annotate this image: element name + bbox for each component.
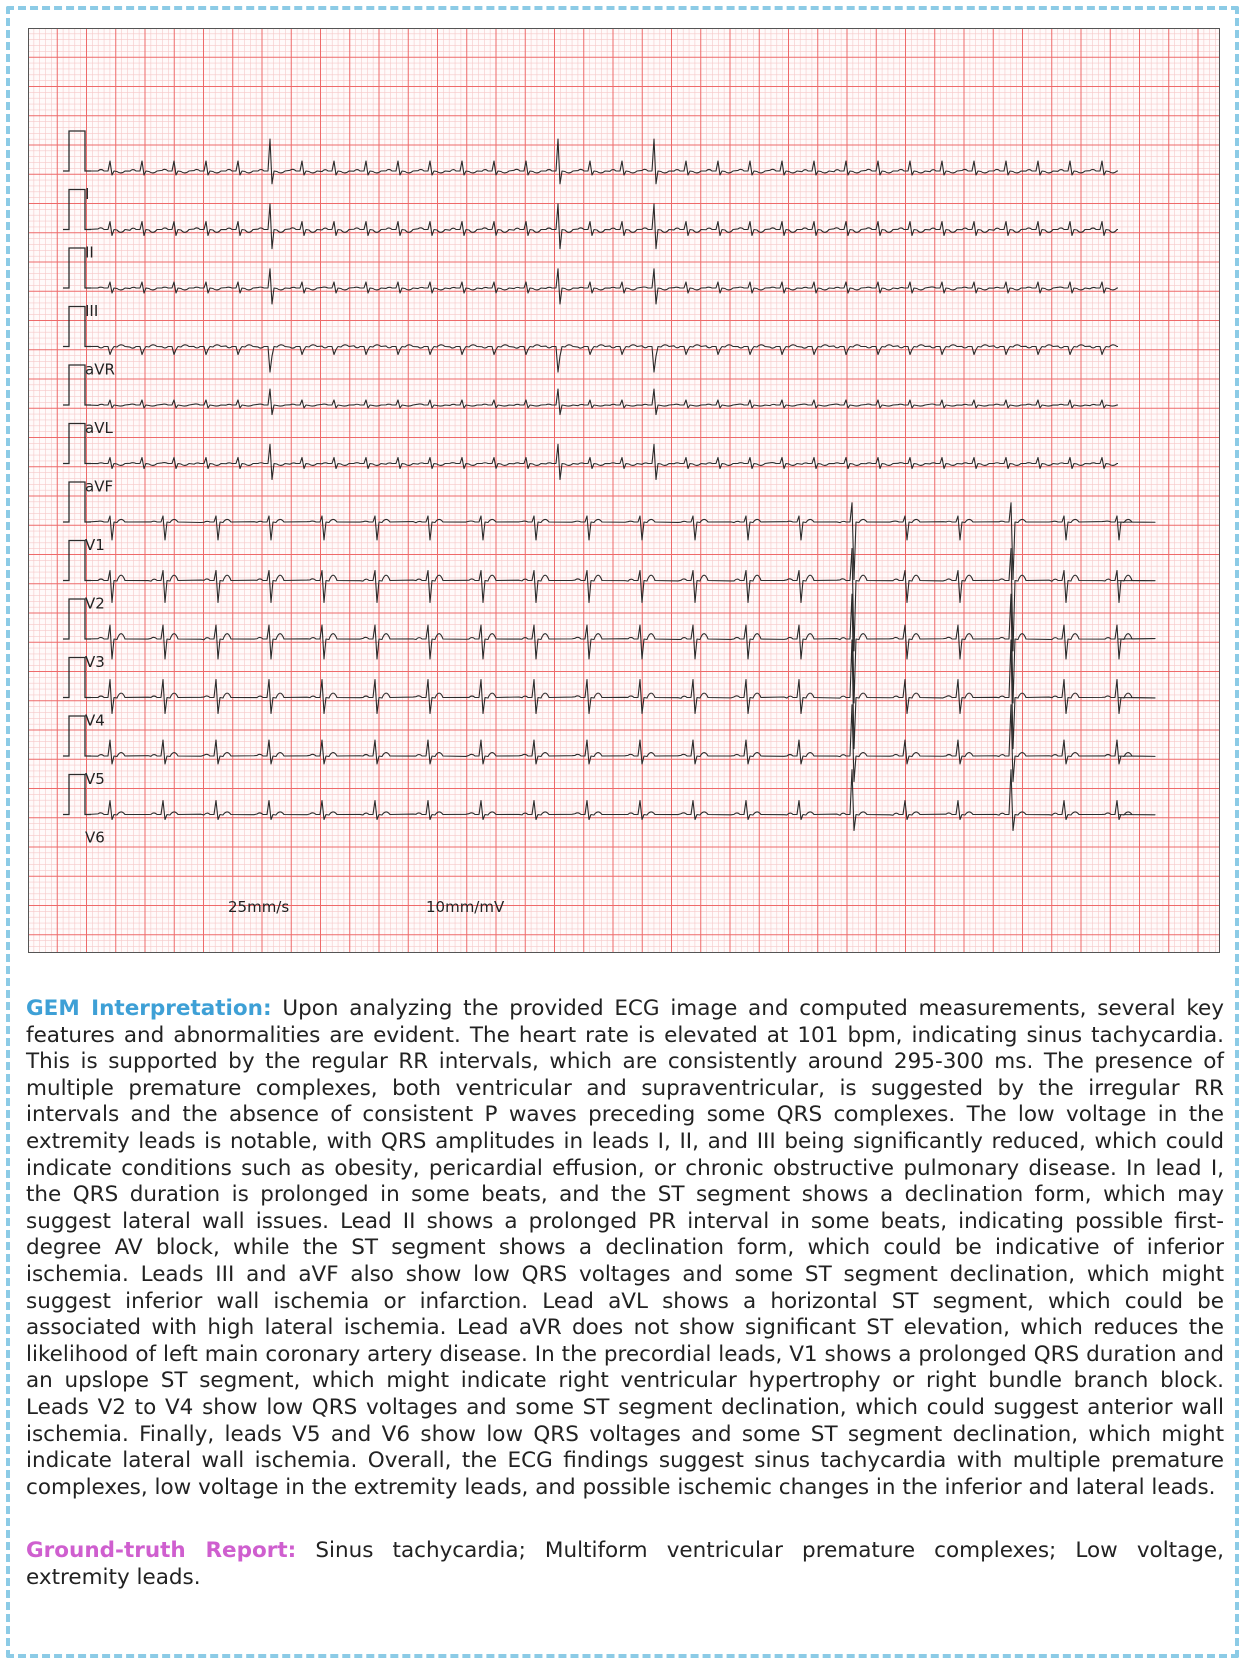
lead-label-aVF: aVF bbox=[85, 477, 114, 496]
ground-truth-heading: Ground-truth Report: bbox=[26, 1538, 297, 1564]
ecg-chart bbox=[28, 28, 1220, 953]
lead-label-II: II bbox=[85, 243, 94, 262]
lead-label-V2: V2 bbox=[85, 594, 105, 613]
ecg-panel bbox=[28, 28, 1220, 953]
lead-label-V5: V5 bbox=[85, 770, 105, 788]
ground-truth-paragraph bbox=[26, 1538, 1224, 1591]
report-section bbox=[26, 996, 1224, 1591]
lead-label-V6: V6 bbox=[85, 828, 105, 847]
paper-speed-label: 25mm/s bbox=[228, 898, 290, 916]
lead-label-III: III bbox=[85, 302, 99, 320]
gem-interpretation-heading: GEM Interpretation: bbox=[26, 996, 272, 1021]
lead-label-I: I bbox=[85, 185, 90, 203]
gain-label: 10mm/mV bbox=[426, 898, 505, 916]
gem-interpretation-text: Upon analyzing the provided ECG image and computed measurements, several key features and abnormalities are evident. The heart rate is elevated at 101 bpm, indicating sinus tachycardia. This is supported by the regular RR intervals, which are consistently around 295-300 ms. The presence of multiple premature complexes, both ventricular and supraventricular, is suggested by the irregular RR intervals and the absence of consistent P waves preceding some QRS complexes. The low voltage in the extremity leads is notable, with QRS amplitudes in leads I, II, and III being significantly reduced, which could indicate conditions such as obesity, pericardial effusion, or chronic obstructive pulmonary disease. In lead I, the QRS duration is prolonged in some beats, and the ST segment shows a declination form, which may suggest lateral wall issues. Lead II shows a prolonged PR interval in some beats, indicating possible first-degree AV block, while the ST segment shows a declination form, which could be indicative of inferior ischemia. Leads III and aVF also show low QRS voltages and some ST segment declination, which might suggest inferior wall ischemia or infarction. Lead aVL shows a horizontal ST segment, which could be associated with high lateral ischemia. Lead aVR does not show significant ST elevation, which reduces the likelihood of left main coronary artery disease. In the precordial leads, V1 shows a prolonged QRS duration and an upslope ST segment, which might indicate right ventricular hypertrophy or right bundle branch block. Leads V2 to V4 show low QRS voltages and some ST segment declination, which could suggest anterior wall ischemia. Finally, leads V5 and V6 show low QRS voltages and some ST segment declination, which might indicate lateral wall ischemia. Overall, the ECG findings suggest sinus tachycardia with multiple premature complexes, low voltage in the extremity leads, and possible ischemic changes in the inferior and lateral leads. bbox=[26, 996, 1224, 1500]
lead-label-aVR: aVR bbox=[85, 360, 115, 379]
lead-label-V3: V3 bbox=[85, 653, 105, 671]
ground-truth-text: Sinus tachycardia; Multiform ventricular premature complexes; Low voltage, extremity leads. bbox=[26, 1538, 1224, 1590]
lead-label-V4: V4 bbox=[85, 711, 105, 730]
gem-interpretation-paragraph bbox=[26, 996, 1224, 1501]
lead-label-V1: V1 bbox=[85, 536, 105, 554]
lead-label-aVL: aVL bbox=[85, 419, 113, 437]
